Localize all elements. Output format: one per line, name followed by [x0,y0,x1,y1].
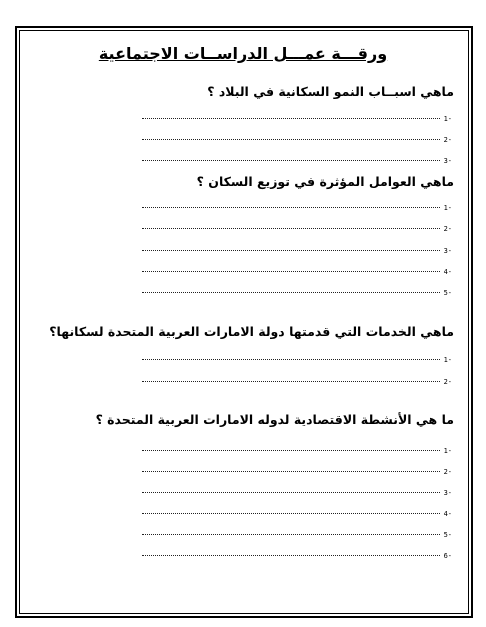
answer-number: 1- [443,115,452,123]
answer-dots [142,534,440,535]
answer-number: 5- [443,289,452,297]
answer-number: 3- [443,489,452,497]
answer-dots [142,160,440,161]
answer-line[interactable] [142,526,452,539]
answer-line[interactable] [142,220,452,233]
answer-number: 5- [443,531,452,539]
answer-dots [142,271,440,272]
answer-number: 1- [443,356,452,364]
answer-line[interactable] [142,463,452,476]
answer-dots [142,450,440,451]
question-3: ماهي الخدمات التي قدمتها دولة الامارات العربية المتحدة لسكانها؟ [49,324,454,339]
answer-number: 2- [443,225,452,233]
answer-number: 2- [443,468,452,476]
answer-number: 4- [443,510,452,518]
answer-line[interactable] [142,242,452,255]
answer-line[interactable] [142,547,452,560]
answer-dots [142,492,440,493]
answer-line[interactable] [142,199,452,212]
answer-dots [142,292,440,293]
answer-dots [142,139,440,140]
answer-line[interactable] [142,131,452,144]
answer-dots [142,513,440,514]
answer-number: 6- [443,552,452,560]
answer-line[interactable] [142,442,452,455]
answer-line[interactable] [142,152,452,165]
answer-line[interactable] [142,351,452,364]
question-2: ماهي العوامل المؤثرة في توزيع السكان ؟ [196,174,454,189]
question-1: ماهي اسبــاب النمو السكانية في البلاد ؟ [207,84,454,99]
answer-dots [142,359,440,360]
answer-line[interactable] [142,484,452,497]
answer-dots [142,471,440,472]
worksheet-title: ورقـــة عمـــل الدراســات الاجتماعية [98,44,388,63]
answer-dots [142,555,440,556]
answer-number: 3- [443,247,452,255]
answer-line[interactable] [142,505,452,518]
answer-number: 4- [443,268,452,276]
answer-dots [142,228,440,229]
answer-dots [142,207,440,208]
answer-dots [142,381,440,382]
answer-number: 1- [443,447,452,455]
answer-line[interactable] [142,373,452,386]
answer-number: 1- [443,204,452,212]
answer-dots [142,250,440,251]
question-4: ما هي الأنشطة الاقتصادية لدوله الامارات العربية المتحدة ؟ [95,412,454,427]
answer-line[interactable] [142,110,452,123]
answer-number: 2- [443,136,452,144]
answer-number: 3- [443,157,452,165]
answer-dots [142,118,440,119]
answer-number: 2- [443,378,452,386]
answer-line[interactable] [142,263,452,276]
answer-line[interactable] [142,284,452,297]
